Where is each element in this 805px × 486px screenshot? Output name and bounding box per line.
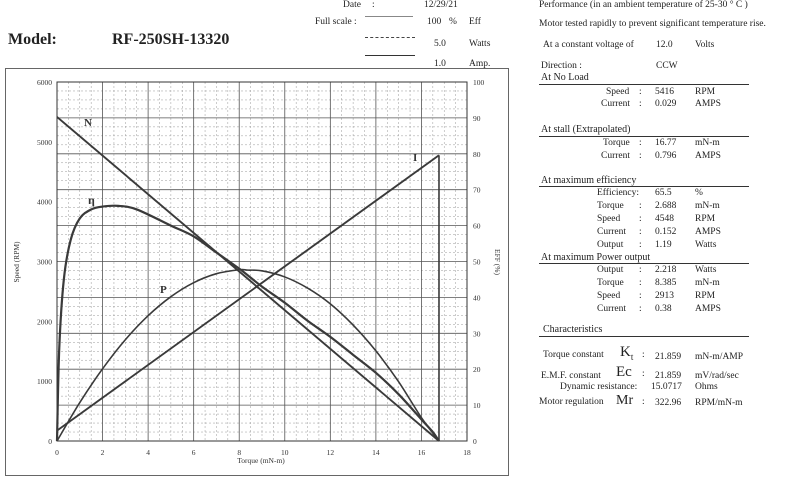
scale-eff-name: Eff <box>469 17 481 27</box>
y-tick-label-right: 70 <box>473 185 481 195</box>
emf-constant-label: E.M.F. constant <box>541 371 601 381</box>
scale-amp-value: 1.0 <box>434 59 446 69</box>
scale-watts-value: 5.0 <box>434 39 446 49</box>
dynamic-resistance-unit: Ohms <box>695 382 718 392</box>
scale-eff-value: 100 <box>427 17 442 27</box>
torque-constant-label: Torque constant <box>543 350 604 360</box>
stall-title: At stall (Extrapolated) <box>541 124 631 135</box>
series-line-p <box>57 270 439 441</box>
max-eff-speed-unit: RPM <box>695 214 716 224</box>
max-eff-current-label: Current <box>597 227 627 237</box>
no-load-current-unit: AMPS <box>695 99 721 109</box>
characteristics-title: Characteristics <box>543 324 603 335</box>
max-eff-speed-value: 4548 <box>655 214 674 224</box>
date-label: Date <box>343 0 361 10</box>
date-colon: : <box>372 0 375 10</box>
max-power-current-unit: AMPS <box>695 304 721 314</box>
stall-torque-unit: mN-m <box>695 138 720 148</box>
row-colon: : <box>639 278 642 288</box>
series-line-n <box>57 117 439 441</box>
x-tick-label: 16 <box>417 448 426 457</box>
max-power-speed-label: Speed <box>597 291 621 301</box>
max-eff-efficiency-value: 65.5 <box>655 188 672 198</box>
max-power-speed-value: 2913 <box>655 291 674 301</box>
stall-torque-label: Torque <box>603 138 630 148</box>
x-tick-label: 4 <box>146 448 150 457</box>
series-label-i: I <box>413 152 418 164</box>
full-scale-label: Full scale : <box>315 17 357 27</box>
regulation-symbol: Mr <box>616 393 634 408</box>
y-axis-label-right: EFF (%) <box>493 248 502 276</box>
y-tick-label-left: 3000 <box>37 257 52 267</box>
y-tick-label-right: 60 <box>473 221 481 231</box>
direction-label: Direction : <box>541 61 582 71</box>
scale-watts-name: Watts <box>469 39 491 49</box>
row-colon: : <box>639 87 642 97</box>
y-tick-label-left: 6000 <box>37 78 52 87</box>
scale-amp-name: Amp. <box>469 59 491 69</box>
x-tick-label: 0 <box>55 448 59 457</box>
y-tick-label-right: 100 <box>473 78 485 87</box>
max-eff-speed-label: Speed <box>597 214 621 224</box>
max-eff-efficiency-unit: % <box>695 188 703 198</box>
torque-constant-value: 21.859 <box>655 352 682 362</box>
torque-constant-unit: mN-m/AMP <box>695 352 744 362</box>
y-tick-label-right: 30 <box>473 329 481 339</box>
no-load-speed-unit: RPM <box>695 87 716 97</box>
x-tick-label: 6 <box>191 448 196 457</box>
max-power-current-label: Current <box>597 304 627 314</box>
max-power-torque-label: Torque <box>597 278 624 288</box>
x-tick-label: 18 <box>463 448 471 457</box>
max-power-torque-value: 8.385 <box>655 278 677 288</box>
row-colon: : <box>639 151 642 161</box>
row-colon: : <box>639 304 642 314</box>
emf-constant-unit: mV/rad/sec <box>695 371 739 381</box>
stall-torque-value: 16.77 <box>655 138 677 148</box>
series-label-p: P <box>160 284 167 296</box>
max-eff-torque-label: Torque <box>597 201 624 211</box>
y-tick-label-right: 20 <box>473 365 481 375</box>
max-eff-efficiency-label: Efficiency: <box>597 188 640 198</box>
voltage-label: At a constant voltage of <box>543 40 634 50</box>
y-tick-label-left: 1000 <box>37 377 52 387</box>
no-load-title: At No Load <box>541 72 589 83</box>
x-tick-label: 2 <box>100 448 105 457</box>
series-line-eta <box>57 206 439 441</box>
max-eff-output-value: 1.19 <box>655 240 672 250</box>
ticks-layer <box>37 78 485 457</box>
max-eff-output-label: Output <box>597 240 624 250</box>
y-tick-label-right: 10 <box>473 401 481 411</box>
torque-constant-colon: : <box>642 350 645 360</box>
regulation-label: Motor regulation <box>539 397 604 407</box>
x-tick-label: 8 <box>237 448 242 457</box>
x-tick-label: 14 <box>372 448 380 457</box>
regulation-value: 322.96 <box>655 398 682 408</box>
model-value: RF-250SH-13320 <box>112 31 230 48</box>
row-colon: : <box>639 240 642 250</box>
torque-constant-symbol: $K_t$ <box>620 344 634 362</box>
max-power-output-value: 2.218 <box>655 265 677 275</box>
no-load-current-value: 0.029 <box>655 99 677 109</box>
no-load-speed-label: Speed <box>606 87 630 97</box>
max-eff-current-unit: AMPS <box>695 227 721 237</box>
row-colon: : <box>639 265 642 275</box>
stall-current-value: 0.796 <box>655 151 677 161</box>
voltage-value: 12.0 <box>656 40 673 50</box>
tested-note: Motor tested rapidly to prevent significant temperature rise. <box>539 19 766 29</box>
no-load-speed-value: 5416 <box>655 87 674 97</box>
y-tick-label-right: 0 <box>473 437 477 446</box>
row-colon: : <box>639 201 642 211</box>
stall-current-unit: AMPS <box>695 151 721 161</box>
max-power-torque-unit: mN-m <box>695 278 720 288</box>
row-colon: : <box>639 227 642 237</box>
y-tick-label-left: 0 <box>48 437 52 446</box>
row-colon: : <box>639 138 642 148</box>
series-layer <box>57 117 439 441</box>
max-eff-torque-value: 2.688 <box>655 201 677 211</box>
max-power-current-value: 0.38 <box>655 304 672 314</box>
y-tick-label-left: 4000 <box>37 197 52 207</box>
x-axis-label: Torque (mN-m) <box>237 456 285 465</box>
performance-note: Performance (in an ambient temperature of 25-30 ° C ) <box>539 0 748 10</box>
series-label-n: N <box>84 117 92 129</box>
regulation-colon: : <box>642 397 645 407</box>
series-label-eta: η <box>88 193 95 207</box>
x-tick-label: 10 <box>281 448 289 457</box>
no-load-current-label: Current <box>601 99 631 109</box>
max-eff-current-value: 0.152 <box>655 227 677 237</box>
emf-constant-value: 21.859 <box>655 371 682 381</box>
stall-current-label: Current <box>601 151 631 161</box>
y-axis-label-left: Speed (RPM) <box>12 241 21 283</box>
y-tick-label-right: 90 <box>473 113 481 123</box>
max-power-title: At maximum Power output <box>541 252 651 263</box>
max-power-output-unit: Watts <box>695 265 717 275</box>
direction-value: CCW <box>656 61 678 71</box>
dynamic-resistance-value: 15.0717 <box>651 382 682 392</box>
series-line-i <box>57 155 439 430</box>
x-tick-label: 12 <box>326 448 335 457</box>
date-value: 12/29/21 <box>424 0 458 10</box>
emf-constant-colon: : <box>642 369 645 379</box>
voltage-unit: Volts <box>695 40 715 50</box>
y-tick-label-right: 50 <box>473 257 481 267</box>
y-tick-label-right: 80 <box>473 149 481 159</box>
row-colon: : <box>639 214 642 224</box>
max-power-speed-unit: RPM <box>695 291 716 301</box>
max-eff-output-unit: Watts <box>695 240 717 250</box>
emf-constant-symbol: Ec <box>616 364 632 380</box>
scale-eff-unit: % <box>449 17 457 27</box>
y-tick-label-left: 5000 <box>37 137 52 147</box>
row-colon: : <box>639 291 642 301</box>
y-tick-label-left: 2000 <box>37 317 52 327</box>
model-label: Model: <box>8 31 57 48</box>
max-power-output-label: Output <box>597 265 624 275</box>
max-eff-torque-unit: mN-m <box>695 201 720 211</box>
regulation-unit: RPM/mN-m <box>695 398 743 408</box>
max-eff-title: At maximum efficiency <box>541 175 637 186</box>
row-colon: : <box>639 99 642 109</box>
dynamic-resistance-label: Dynamic resistance: <box>560 382 638 392</box>
y-tick-label-right: 40 <box>473 293 481 303</box>
